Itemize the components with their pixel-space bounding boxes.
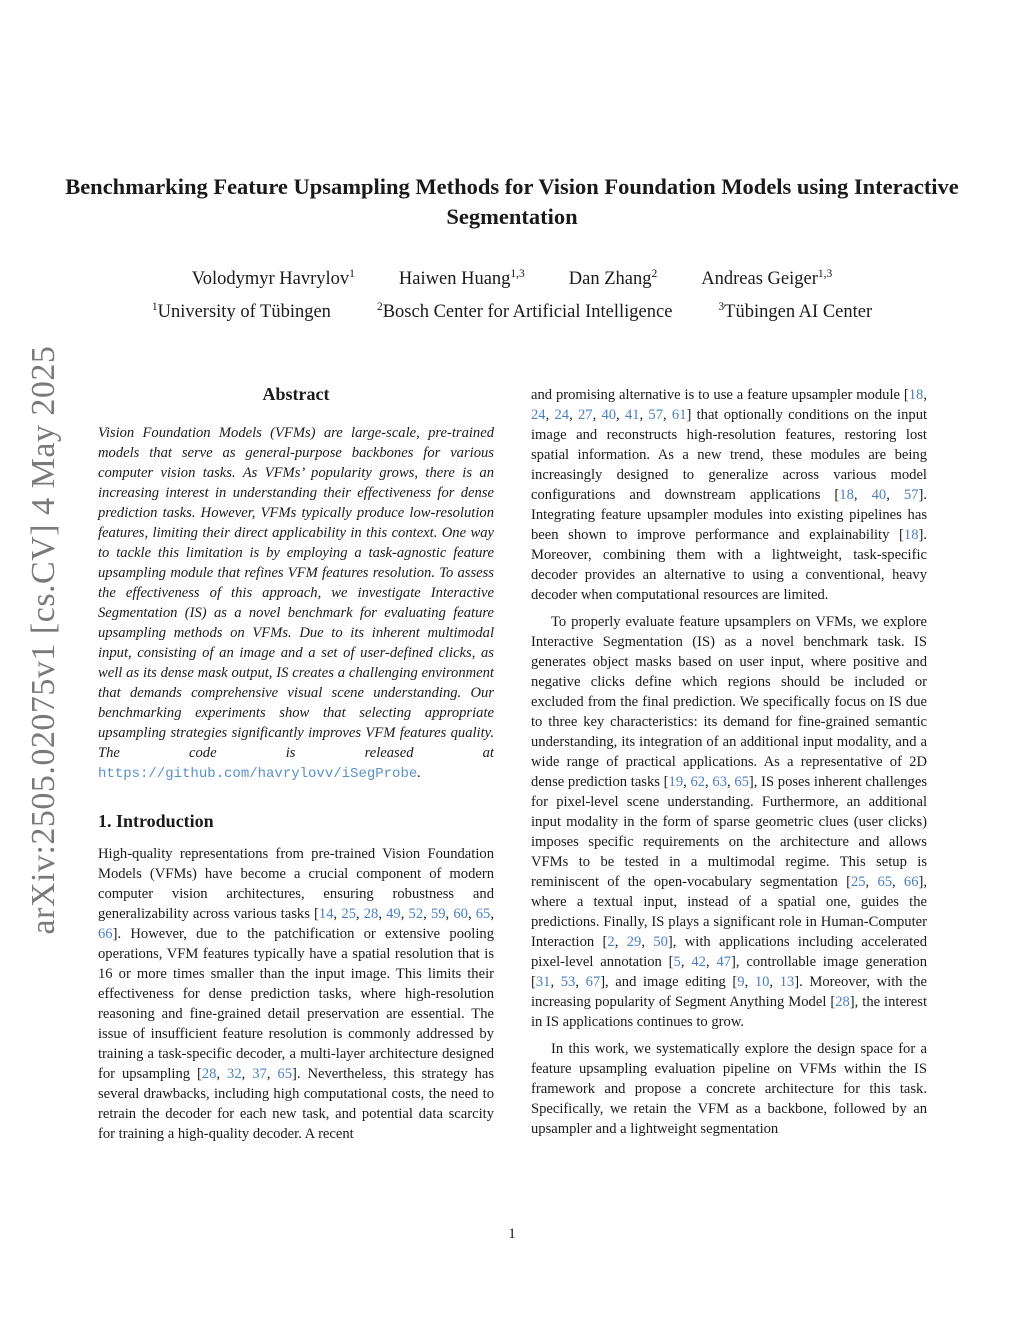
paragraph-text: , [333, 906, 342, 922]
intro-paragraph [98, 844, 494, 1144]
citation-link[interactable]: 65 [277, 1066, 293, 1082]
citation-link[interactable]: 19 [668, 774, 684, 790]
affiliation: $^1$University of Tübingen [151, 301, 331, 322]
paragraph-text: , [886, 487, 904, 503]
citation-link[interactable]: 25 [850, 874, 866, 890]
citation-link[interactable]: 41 [624, 407, 640, 423]
abstract-heading: Abstract [262, 384, 330, 404]
citation-link[interactable]: 66 [903, 874, 919, 890]
citation-link[interactable]: 31 [535, 974, 551, 990]
citation-link[interactable]: 65 [734, 774, 749, 790]
paragraph-text: , [592, 407, 602, 423]
paragraph-text: , [641, 934, 654, 950]
paper-title: Benchmarking Feature Upsampling Methods for Vision Foundation Models using Interactive Segmentation [65, 174, 959, 229]
paragraph-text: and promising alternative is to use a feature upsampler module [ [531, 387, 909, 403]
paragraph-text: , [378, 906, 387, 922]
author-list [60, 269, 964, 295]
paragraph-text: ], the interest in IS applications continues to grow. [531, 994, 927, 1030]
paragraph-text: ]. Moreover, with the increasing popularity of Segment Anything Model [ [531, 974, 928, 1010]
paragraph-text: , [705, 954, 717, 970]
paragraph-text: High-quality representations from pre-trained Vision Foundation Models (VFMs) have become a crucial component of modern computer vision architectures, ensuring robustness and generalizability across various tasks [ [98, 846, 494, 922]
paragraph-text: , [423, 906, 431, 922]
citation-link[interactable]: 62 [690, 774, 706, 790]
paragraph-text: ]. Integrating feature upsampler modules into existing pipelines has been shown to improve performance and explainability [ [531, 487, 927, 543]
citation-link[interactable]: 5 [673, 954, 681, 970]
affiliation: $^3$Tübingen AI Center [718, 301, 873, 322]
paragraph-text: , [683, 774, 691, 790]
citation-link[interactable]: 59 [430, 906, 446, 922]
paragraph-text: , [550, 974, 561, 990]
paragraph-text: ], controllable image generation [ [531, 954, 928, 990]
paragraph-text: , [545, 407, 555, 423]
paragraph-text: , [400, 906, 409, 922]
paragraph-text: , [569, 407, 578, 423]
paragraph-text: , [639, 407, 649, 423]
right-column [531, 385, 927, 1139]
paragraph-text: , [575, 974, 586, 990]
paragraph-text: ], with applications including accelerated pixel-level annotation [ [531, 934, 927, 970]
paragraph-text: , [445, 906, 454, 922]
affiliation-list [60, 302, 964, 328]
citation-link[interactable]: 18 [908, 387, 924, 403]
citation-link[interactable]: 2 [607, 934, 615, 950]
paragraph-text: , [923, 387, 927, 403]
paragraph-text: , [614, 934, 627, 950]
citation-link[interactable]: 9 [737, 974, 745, 990]
paragraph-text: , [865, 874, 878, 890]
citation-link[interactable]: 28 [835, 994, 850, 1010]
intro-paragraph-continued [531, 385, 927, 605]
section-heading: 1. Introduction [98, 811, 214, 831]
paragraph-text: ]. However, due to the patchification or extensive pooling operations, VFM features typically have a spatial resolution that is 16 or more times smaller than the input image. This limits their effectiveness for dense prediction tasks, where high-resolution reasoning and fine-grained detail preservation are essential. The issue of insufficient feature resolution is commonly addressed by training a task-specific decoder, a multi-layer architecture designed for upsampling [ [98, 926, 494, 1082]
paragraph-text: , [490, 906, 494, 922]
paragraph-text: , [726, 774, 735, 790]
paragraph-text: ], IS poses inherent challenges for pixel-level scene understanding. Furthermore, an additional input modality in the form of sparse geometric clues (user clicks) imposes specific requirements on the architecture and allows VFMs to be tested in a multimodal regime. This setup is reminiscent of the open-vocabulary segmentation [ [531, 774, 928, 890]
paragraph-text: , [769, 974, 780, 990]
citation-link[interactable]: 13 [779, 974, 795, 990]
citation-link[interactable]: 53 [560, 974, 576, 990]
author: Andreas Geiger$^{1,3}$ [701, 268, 833, 289]
page-number: 1 [508, 1226, 516, 1242]
paragraph-text: , [744, 974, 755, 990]
paragraph-text: , [892, 874, 904, 890]
author: Dan Zhang$^2$ [568, 268, 658, 289]
paragraph-text: ] that optionally conditions on the input image and reconstructs high-resolution features, restoring lost spatial information. As a new trend, these modules are being increasingly designed to generalize across various model configurations and downstream applications [ [531, 407, 928, 503]
citation-link[interactable]: 49 [386, 906, 401, 922]
author: Volodymyr Havrylov$^1$ [191, 268, 355, 289]
citation-link[interactable]: 40 [601, 407, 617, 423]
citation-link[interactable]: 24 [531, 407, 546, 423]
citation-link[interactable]: 29 [626, 934, 642, 950]
citation-link[interactable]: 42 [691, 954, 706, 970]
citation-link[interactable]: 57 [903, 487, 919, 503]
citation-link[interactable]: 18 [839, 487, 854, 503]
citation-link[interactable]: 37 [252, 1066, 267, 1082]
paragraph-text: ], where a textual input, instead of a spatial one, guides the predictions. Finally, IS plays a significant role in Human-Computer Interaction [ [531, 874, 928, 950]
citation-link[interactable]: 24 [554, 407, 570, 423]
intro-paragraph: In this work, we systematically explore the design space for a feature upsampling evaluation pipeline on VFMs within the IS framework and propose a concrete architecture for this task. Specifically, we retain the VFM as a backbone, followed by an upsampler and a lightweight segmentation [531, 1041, 927, 1137]
citation-link[interactable]: 27 [577, 407, 593, 423]
paragraph-text: , [853, 487, 872, 503]
citation-link[interactable]: 52 [408, 906, 424, 922]
paragraph-text: , [680, 954, 692, 970]
citation-link[interactable]: 60 [453, 906, 468, 922]
paragraph-text: , [467, 906, 476, 922]
paragraph-text: ], and image editing [ [600, 974, 738, 990]
citation-link[interactable]: 57 [648, 407, 664, 423]
citation-link[interactable]: 63 [712, 774, 727, 790]
citation-link[interactable]: 66 [98, 926, 113, 942]
paragraph-text: ]. Nevertheless, this strategy has several drawbacks, including high computational costs, the need to retrain the decoder for each new task, and potential data scarcity for training a high-quality decoder. A recent [98, 1066, 495, 1142]
paragraph-text: , [216, 1066, 228, 1082]
citation-link[interactable]: 65 [475, 906, 491, 922]
citation-link[interactable]: 47 [716, 954, 732, 970]
paragraph-text: , [616, 407, 625, 423]
code-link[interactable]: https://github.com/havrylovv/iSegProbe [98, 766, 418, 782]
intro-paragraph [531, 612, 927, 1032]
citation-link[interactable]: 50 [653, 934, 668, 950]
left-column [98, 383, 494, 1144]
citation-link[interactable]: 28 [363, 906, 379, 922]
citation-link[interactable]: 67 [585, 974, 601, 990]
paragraph-text: ]. Moreover, combining them with a lightweight, task-specific decoder provides an alternative to using a conventional, heavy decoder when computational resources are limited. [531, 527, 927, 603]
abstract-text: Vision Foundation Models (VFMs) are large-scale, pre-trained models that serve as general-purpose backbones for various computer vision tasks. As VFMs’ popularity grows, there is an increasing interest in understanding their effectiveness for dense prediction tasks. However, VFMs typically produce low-resolution features, limiting their direct applicability in this context. One way to tackle this limitation is by employing a task-agnostic feature upsampling module that refines VFM features resolution. To assess the effectiveness of this approach, we investigate Interactive Segmentation (IS) as a novel benchmark for evaluating feature upsampling methods on VFMs. Due to its inherent multimodal input, consisting of an image and a set of user-defined clicks, as well as its dense mask output, IS creates a challenging environment that demands comprehensive visual scene understanding. Our benchmarking experiments show that selecting appropriate upsampling strategies significantly improves VFM features quality. The code is released at https://github.com/havrylovv/iSegProbe. [98, 425, 494, 782]
paragraph-text: , [663, 407, 672, 423]
paragraph-text: , [241, 1066, 253, 1082]
paragraph-text: , [266, 1066, 278, 1082]
citation-link[interactable]: 61 [671, 407, 687, 423]
paragraph-text: , [705, 774, 713, 790]
citation-link[interactable]: 10 [754, 974, 770, 990]
author: Haiwen Huang$^{1,3}$ [398, 268, 525, 289]
citation-link[interactable]: 18 [903, 527, 919, 543]
citation-link[interactable]: 65 [877, 874, 893, 890]
paragraph-text: To properly evaluate feature upsamplers on VFMs, we explore Interactive Segmentation (IS) as a novel benchmark task. IS generates object masks based on user input, where positive and negative clicks define which regions should be included or excluded from the final prediction. We specifically focus on IS due to three key characteristics: its demand for fine-grained semantic understanding, its integration of an additional input modality, and a wide range of practical applications. As a representative of 2D dense prediction tasks [ [531, 614, 927, 790]
affiliation: $^2$Bosch Center for Artificial Intelligence [376, 301, 673, 322]
citation-link[interactable]: 40 [871, 487, 887, 503]
paragraph-text: , [355, 906, 364, 922]
arxiv-identifier: arXiv:2505.02075v1 [cs.CV] 4 May 2025 [25, 345, 62, 935]
citation-link[interactable]: 25 [341, 906, 356, 922]
citation-link[interactable]: 28 [201, 1066, 217, 1082]
citation-link[interactable]: 32 [227, 1066, 242, 1082]
citation-link[interactable]: 14 [318, 906, 334, 922]
